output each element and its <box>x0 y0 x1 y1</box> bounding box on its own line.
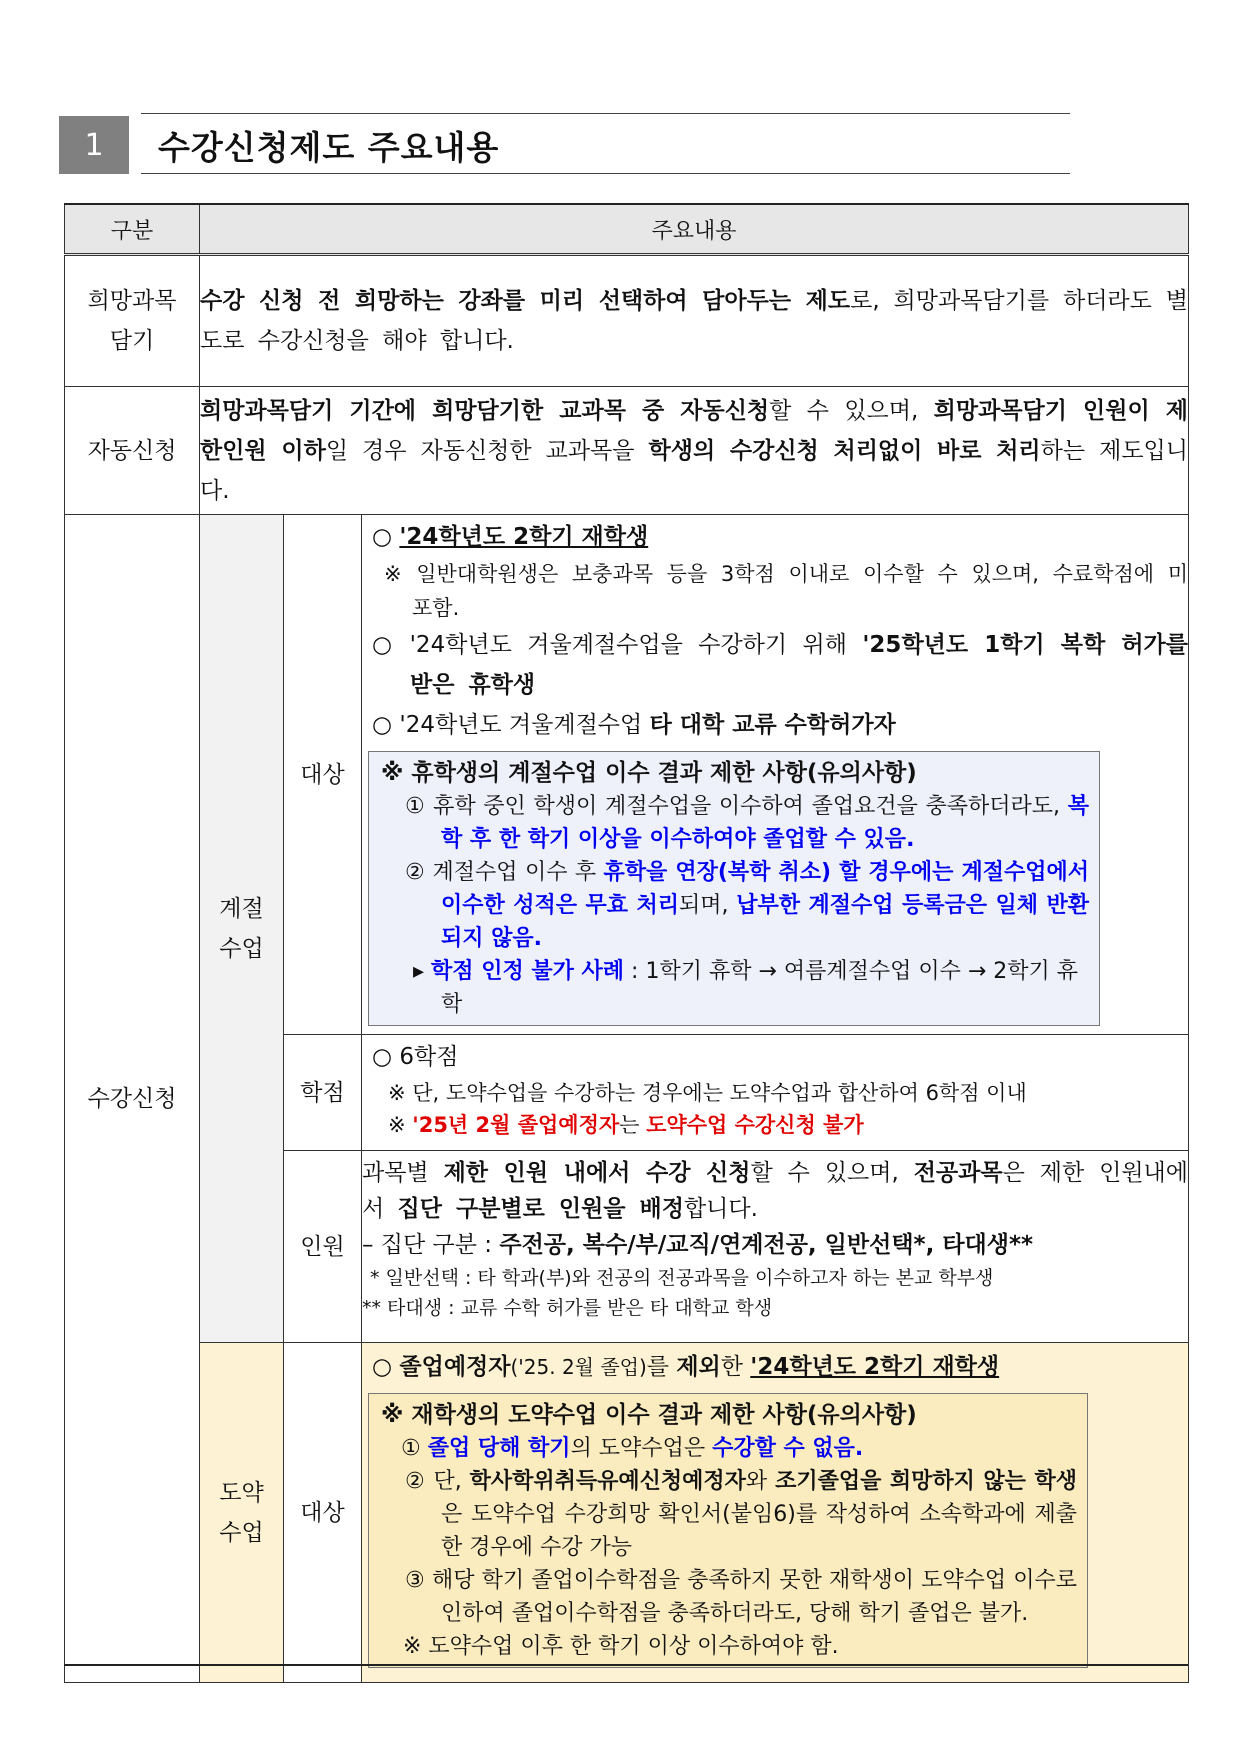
sub-season-people: 인원 <box>284 1151 362 1343</box>
sub-season-credit: 학점 <box>284 1035 362 1151</box>
content-wish <box>200 255 1189 387</box>
season-caution-box <box>368 751 1100 1026</box>
cat-enroll: 수강신청 <box>65 515 200 1683</box>
dual-caution-note: ※ 도약수업 이후 한 학기 이상 이수하여야 함. <box>403 1634 839 1659</box>
dual-caution-title: ※ 재학생의 도약수업 이수 결과 제한 사항(유의사항) <box>381 1402 917 1428</box>
section-title: 수강신청제도 주요내용 <box>158 128 500 167</box>
row-season-target <box>65 515 1189 1035</box>
auto-text: 희망과목담기 기간에 희망담기한 교과목 중 자동신청할 수 있으며, 희망과목담기 인원이 제한인원 이하일 경우 자동신청한 교과목을 학생의 수강신청 처리없이 바로 처리하는 제도입니다. <box>200 397 1188 504</box>
content-season-target <box>362 515 1189 1035</box>
content-dual-target <box>362 1343 1189 1683</box>
cat-wish-label: 희망과목담기 <box>87 288 177 354</box>
cat-auto: 자동신청 <box>65 387 200 515</box>
row-auto <box>65 387 1189 515</box>
dual-caution-item3: ③ 해당 학기 졸업이수학점을 충족하지 못한 재학생이 도약수업 이수로 인하여 졸업이수학점을 충족하더라도, 당해 학기 졸업은 불가. <box>405 1568 1077 1626</box>
season-people-footnote1: * 일반선택 : 타 학과(부)와 전공의 전공과목을 이수하고자 하는 본교 학부생 <box>370 1267 994 1289</box>
section-number: 1 <box>59 116 129 174</box>
dual-caution-item2: ② 단, 학사학위취득유예신청예정자와 조기졸업을 희망하지 않는 학생은 도약수업 수강희망 확인서(붙임6)를 작성하여 소속학과에 제출한 경우에 수강 가능 <box>405 1469 1077 1560</box>
row-wish <box>65 255 1189 387</box>
content-table <box>64 203 1189 1683</box>
row-dual-target <box>65 1343 1189 1683</box>
season-caution-title: ※ 휴학생의 계절수업 이수 결과 제한 사항(유의사항) <box>381 760 917 786</box>
sub-dual-target: 대상 <box>284 1343 362 1683</box>
dual-target-item1: ○ 졸업예정자('25. 2월 졸업)를 제외한 '24학년도 2학기 재학생 <box>372 1354 1000 1380</box>
season-caution-item1: ① 휴학 중인 학생이 계절수업을 이수하여 졸업요건을 충족하더라도, 복학 후 한 학기 이상을 이수하여야 졸업할 수 있음. <box>405 794 1089 852</box>
sub-dual-label: 도약수업 <box>219 1479 264 1546</box>
sub-season-target: 대상 <box>284 515 362 1035</box>
cat-wish <box>65 255 200 387</box>
season-target-item2: ○ '24학년도 겨울계절수업을 수강하기 위해 '25학년도 1학기 복학 허가를 받은 휴학생 <box>372 632 1188 698</box>
season-target-item3: ○ '24학년도 겨울계절수업 타 대학 교류 수학허가자 <box>372 712 896 738</box>
dual-caution-box <box>368 1393 1088 1668</box>
content-season-people <box>362 1151 1189 1343</box>
sub-season-label: 계절수업 <box>219 895 264 962</box>
season-credit-note2: ※ '25년 2월 졸업예정자는 도약수업 수강신청 불가 <box>388 1113 864 1137</box>
sub-season <box>200 515 284 1343</box>
season-target-note1: ※ 일반대학원생은 보충과목 등을 3학점 이내로 이수할 수 있으며, 수료학점에 미포함. <box>384 562 1188 620</box>
season-caution-item3: ▸ 학점 인정 불가 사례 : 1학기 휴학 → 여름계절수업 이수 → 2학기 휴학 <box>413 959 1079 1017</box>
header-category: 구분 <box>65 204 200 255</box>
sub-dual <box>200 1343 284 1683</box>
section-top-rule <box>141 113 1070 114</box>
season-credit-item1: ○ 6학점 <box>372 1044 459 1070</box>
content-season-credit <box>362 1035 1189 1151</box>
table-header-row <box>65 204 1189 255</box>
season-people-groups: – 집단 구분 : 주전공, 복수/부/교직/연계전공, 일반선택*, 타대생** <box>362 1232 1034 1258</box>
section-bottom-rule <box>141 173 1070 174</box>
content-auto <box>200 387 1189 515</box>
season-people-footnote2: ** 타대생 : 교류 수학 허가를 받은 타 대학교 학생 <box>362 1297 773 1319</box>
header-content: 주요내용 <box>200 204 1189 255</box>
wish-text: 수강 신청 전 희망하는 강좌를 미리 선택하여 담아두는 제도로, 희망과목담기를 하더라도 별도로 수강신청을 해야 합니다. <box>200 288 1188 354</box>
season-target-item1: ○ '24학년도 2학기 재학생 <box>372 524 649 550</box>
table-bottom-rule <box>64 1664 1188 1666</box>
dual-caution-item1: ① 졸업 당해 학기의 도약수업은 수강할 수 없음. <box>401 1436 864 1461</box>
season-caution-item2: ② 계절수업 이수 후 휴학을 연장(복학 취소) 할 경우에는 계절수업에서 이수한 성적은 무효 처리되며, 납부한 계절수업 등록금은 일체 반환되지 않음. <box>405 860 1090 951</box>
season-people-text: 과목별 제한 인원 내에서 수강 신청할 수 있으며, 전공과목은 제한 인원내에서 집단 구분별로 인원을 배정합니다. <box>362 1160 1188 1222</box>
season-credit-note1: ※ 단, 도약수업을 수강하는 경우에는 도약수업과 합산하여 6학점 이내 <box>388 1081 1027 1105</box>
